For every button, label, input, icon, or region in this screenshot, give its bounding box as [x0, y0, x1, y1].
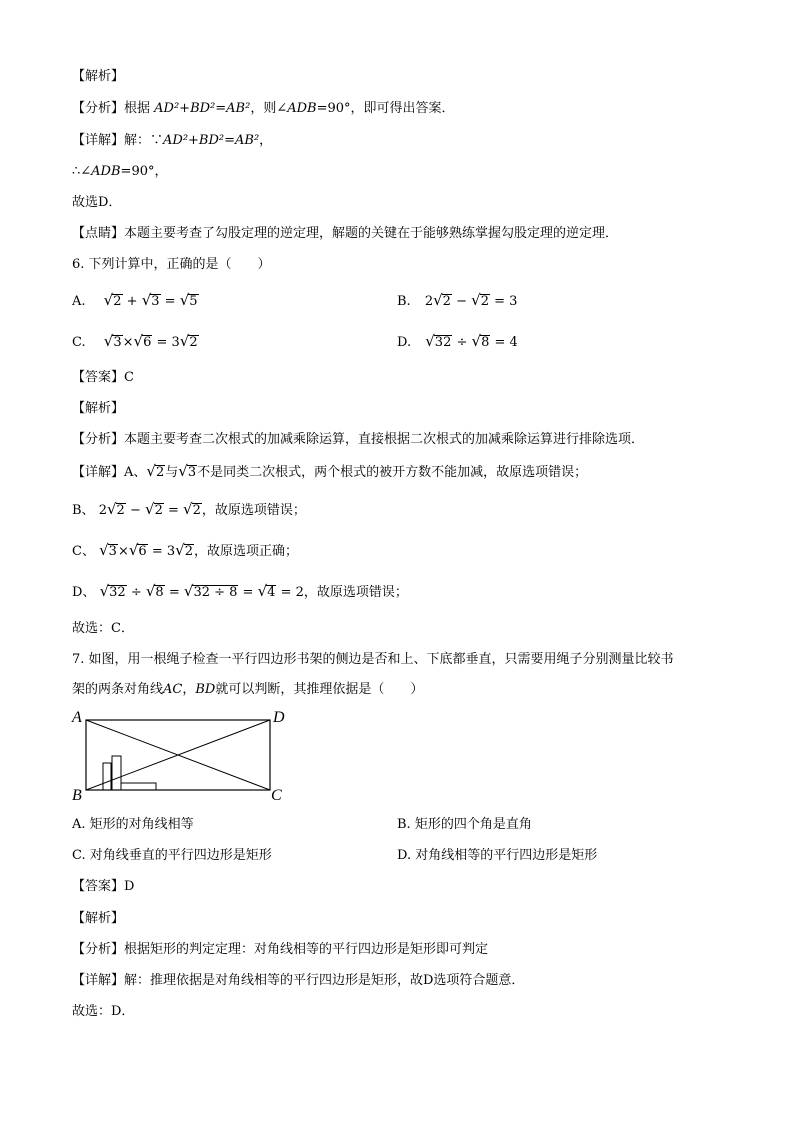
q6-jiexi: 【解析】	[72, 401, 125, 416]
q6-detail-d-end: ，故原选项错误；	[303, 585, 408, 600]
q6-detail-d-prefix: D、	[72, 585, 96, 600]
book-2	[112, 756, 121, 790]
q6-option-d-label: D.	[397, 335, 412, 350]
vertex-d-label: D	[273, 709, 285, 726]
q7-choose: 故选：D．	[72, 1004, 135, 1019]
therefore-prefix: ∴∠	[72, 164, 92, 179]
q7-stem-end: 就可以判断，其推理依据是（ ）	[215, 682, 424, 697]
detail-prefix: 【详解】解：∵	[72, 133, 164, 148]
detail-relation: AD²+BD²=AB²	[163, 133, 260, 148]
q7-option-c: C. 对角线垂直的平行四边形是矩形	[72, 848, 272, 863]
q6-detail-c-end: ，故原选项正确；	[193, 544, 298, 559]
q6-detail-and: 与	[165, 465, 179, 480]
q6-option-c-label: C.	[72, 335, 86, 350]
q7-comma: ，	[182, 682, 196, 697]
q6-option-b-label: B.	[397, 294, 411, 309]
question-7-stem-2	[72, 681, 423, 699]
q7-detail: 【详解】解：推理依据是对角线相等的平行四边形是矩形，故D选项符合题意．	[72, 973, 525, 988]
q6-answer: 【答案】C	[72, 370, 134, 385]
q7-diagonal-bd: BD	[195, 682, 216, 697]
vertex-a-label: A	[72, 709, 82, 726]
q7-option-b: B. 矩形的四个角是直角	[397, 817, 532, 832]
choose-line-1: 故选D．	[72, 195, 122, 210]
q6-choose: 故选：C．	[72, 621, 134, 636]
q6-option-a-label: A.	[72, 294, 86, 309]
q7-option-a: A. 矩形的对角线相等	[72, 817, 194, 832]
detail-line-1	[72, 132, 272, 150]
q7-stem-text: 架的两条对角线	[72, 682, 164, 697]
book-1	[103, 763, 111, 790]
q6-analysis: 【分析】本题主要考查二次根式的加减乘除运算，直接根据二次根式的加减乘除运算进行排除选项．	[72, 432, 645, 447]
q6-option-b: B. 2√2 − √2 = 3	[397, 291, 518, 309]
q6-detail-b-end: ，故原选项错误；	[201, 503, 306, 518]
analysis-angle: ADB	[287, 101, 317, 116]
q7-answer: 【答案】D	[72, 879, 135, 894]
q7-jiexi: 【解析】	[72, 911, 125, 926]
therefore-line	[72, 163, 167, 181]
q7-analysis: 【分析】根据矩形的判定定理：对角线相等的平行四边形是矩形即可判定	[72, 942, 489, 957]
q6-detail-prefix: 【详解】A、	[72, 465, 147, 480]
q6-option-d: D. √32 ÷ √8 = 4	[397, 332, 518, 350]
analysis-line-1	[72, 100, 455, 118]
q6-option-a: A. √2 + √3 = √5	[72, 291, 198, 309]
therefore-angle: ADB	[91, 164, 121, 179]
analysis-relation: AD²+BD²=AB²	[154, 101, 251, 116]
analysis-prefix: 【分析】根据	[72, 101, 151, 116]
q6-detail-b: B、 2√2 − √2 = √2，故原选项错误；	[72, 500, 306, 518]
q6-detail-c-prefix: C、	[72, 544, 95, 559]
vertex-c-label: C	[271, 787, 282, 804]
bookshelf-figure	[70, 708, 300, 808]
comment-line-1: 【点睛】本题主要考查了勾股定理的逆定理，解题的关键在于能够熟练掌握勾股定理的逆定理．	[72, 226, 619, 241]
q6-detail-c: C、 √3×√6 = 3√2，故原选项正确；	[72, 541, 298, 559]
question-7-stem-1: 7. 如图，用一根绳子检查一平行四边形书架的侧边是否和上、下底都垂直，只需要用绳子分别测量比较书	[72, 652, 674, 667]
jiexi-heading-1: 【解析】	[72, 69, 125, 84]
therefore-end: =90°，	[120, 164, 168, 179]
q6-option-c: C. √3×√6 = 3√2	[72, 332, 198, 350]
q7-option-d: D. 对角线相等的平行四边形是矩形	[397, 848, 598, 863]
vertex-b-label: B	[72, 787, 82, 804]
q6-detail-d: D、 √32 ÷ √8 = √32 ÷ 8 = √4 = 2，故原选项错误；	[72, 582, 408, 600]
detail-end: ，	[259, 133, 273, 148]
q6-detail-b-prefix: B、	[72, 503, 95, 518]
analysis-mid: ，则∠	[250, 101, 288, 116]
book-3	[121, 783, 156, 790]
analysis-end: =90°，即可得出答案．	[316, 101, 455, 116]
question-6-stem: 6. 下列计算中，正确的是（ ）	[72, 257, 271, 272]
q6-detail-a-end: 不是同类二次根式，两个根式的被开方数不能加减，故原选项错误；	[197, 465, 588, 480]
q6-detail-a: 【详解】A、√2与√3不是同类二次根式，两个根式的被开方数不能加减，故原选项错误；	[72, 462, 588, 480]
q7-diagonal-ac: AC	[163, 682, 183, 697]
